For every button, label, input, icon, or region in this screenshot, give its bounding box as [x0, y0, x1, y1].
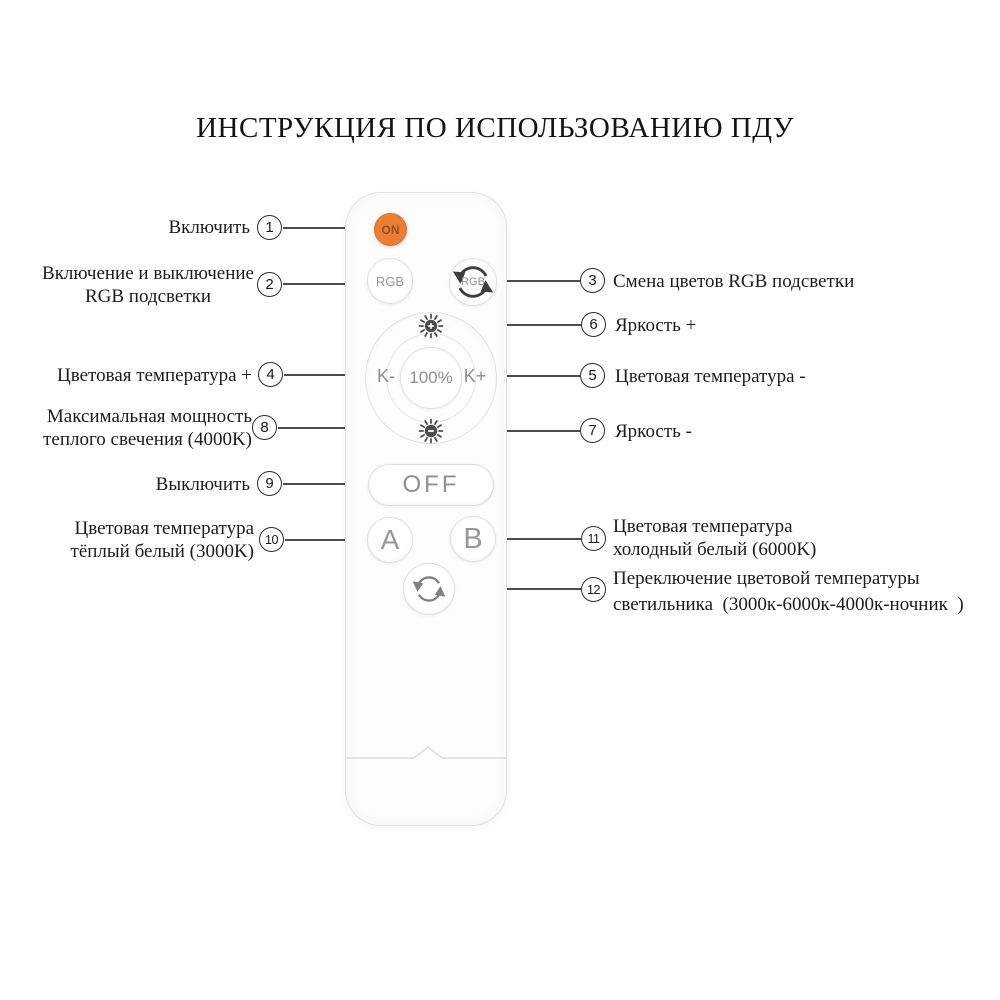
- power-off-button[interactable]: OFF: [368, 464, 494, 506]
- callout-9-label: Выключить: [155, 474, 250, 495]
- callout-5-number: 5: [580, 363, 605, 388]
- preset-b-button[interactable]: B: [450, 516, 496, 562]
- sun-minus-icon[interactable]: [418, 418, 444, 444]
- remote-control-illustration: [345, 192, 507, 826]
- callout-6-number: 6: [581, 312, 606, 337]
- callout-7-label: Яркость -: [615, 421, 692, 442]
- k-plus-button[interactable]: K+: [463, 366, 487, 386]
- callout-2-label: Включение и выключение RGB подсветки: [42, 263, 254, 307]
- rgb-cycle-button-label: RGB: [461, 276, 485, 288]
- callout-5-label: Цветовая температура -: [615, 366, 806, 387]
- callout-12-number: 12: [581, 577, 606, 602]
- sun-plus-icon[interactable]: [418, 313, 444, 339]
- callout-1-number: 1: [257, 215, 282, 240]
- color-temp-cycle-button[interactable]: [403, 563, 455, 615]
- preset-a-button[interactable]: A: [367, 517, 413, 563]
- callout-12-label: Переключение цветовой температуры светильника (3000к-6000к-4000к-ночник ): [613, 568, 964, 615]
- rgb-toggle-button[interactable]: RGB: [367, 258, 413, 304]
- callout-3-label: Смена цветов RGB подсветки: [613, 271, 855, 292]
- callout-1-label: Включить: [168, 217, 250, 238]
- full-power-button[interactable]: 100%: [400, 347, 462, 409]
- cycle-arrows-icon: [404, 563, 454, 615]
- callout-8-label: Максимальная мощность теплого свечения (4000K): [43, 406, 252, 450]
- k-minus-button[interactable]: K-: [377, 366, 395, 386]
- callout-4-number: 4: [258, 362, 283, 387]
- rgb-color-cycle-button[interactable]: [449, 258, 497, 306]
- page-title: ИНСТРУКЦИЯ ПО ИСПОЛЬЗОВАНИЮ ПДУ: [196, 112, 794, 144]
- callout-2-number: 2: [257, 272, 282, 297]
- callout-6-label: Яркость +: [615, 315, 697, 336]
- callout-7-number: 7: [580, 418, 605, 443]
- power-on-button[interactable]: ON: [374, 213, 407, 246]
- callout-11-label: Цветовая температура холодный белый (6000K): [613, 516, 817, 560]
- callout-4-label: Цветовая температура +: [57, 365, 252, 386]
- callout-10-number: 10: [259, 527, 284, 552]
- callout-9-number: 9: [257, 471, 282, 496]
- callout-11-number: 11: [581, 526, 606, 551]
- callout-10-label: Цветовая температура тёплый белый (3000K): [70, 518, 254, 562]
- callout-3-number: 3: [580, 268, 605, 293]
- callout-8-number: 8: [252, 415, 277, 440]
